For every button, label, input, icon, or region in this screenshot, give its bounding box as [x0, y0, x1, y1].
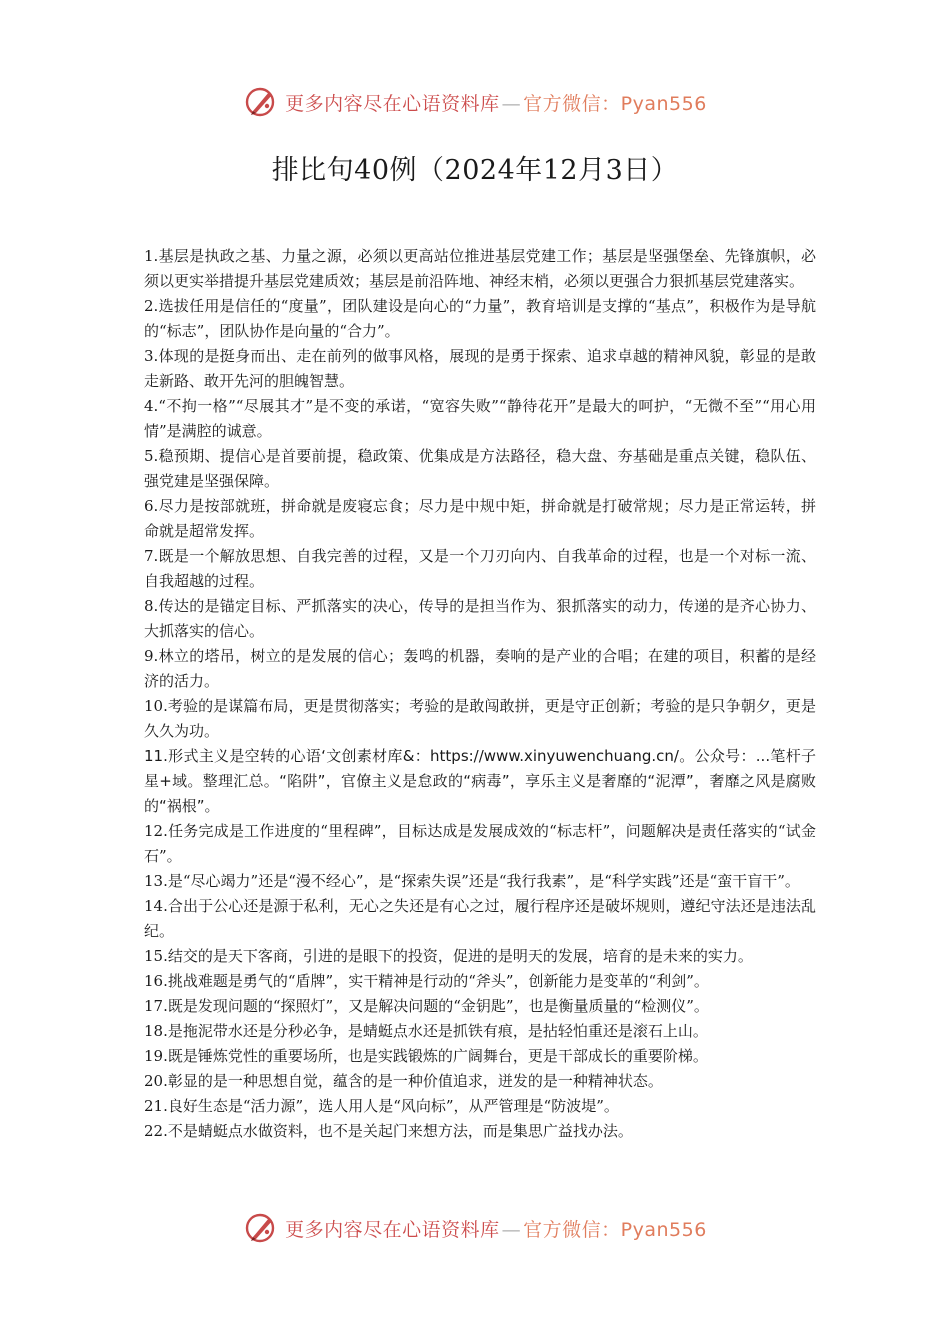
list-item: 13.是“尽心竭力”还是“漫不经心”，是“探索失误”还是“我行我素”，是“科学实践”还是“蛮干盲干”。	[144, 872, 800, 890]
list-item: 6.尽力是按部就班，拼命就是废寝忘食；尽力是中规中矩，拼命就是打破常规；尽力是正常运转，拼命就是超常发挥。	[144, 497, 816, 540]
list-item: 21.良好生态是“活力源”，选人用人是“风向标”，从严管理是“防波堤”。	[144, 1097, 619, 1115]
list-item: 10.考验的是谋篇布局，更是贯彻落实；考验的是敢闯敢拼，更是守正创新；考验的是只争朝夕，更是久久为功。	[144, 697, 816, 740]
list-item: 11.形式主义是空转的心语‘文创素材库&：https://www.xinyuwenchuang.cn/。公众号：...笔杆子星+域。整理汇总。“陷阱”，官僚主义是怠政的“病毒”，享乐主义是奢靡的“泥潭”，奢靡之风是腐败的“祸根”。	[144, 747, 816, 815]
list-item: 4.“不拘一格”“尽展其才”是不变的承诺，“宽容失败”“静待花开”是最大的呵护，“无微不至”“用心用情”是满腔的诚意。	[144, 397, 816, 440]
list-item: 20.彰显的是一种思想自觉，蕴含的是一种价值追求，迸发的是一种精神状态。	[144, 1072, 663, 1090]
list-item: 2.选拔任用是信任的“度量”，团队建设是向心的“力量”，教育培训是支撑的“基点”，积极作为是导航的“标志”，团队协作是向量的“合力”。	[144, 297, 816, 340]
list-item: 7.既是一个解放思想、自我完善的过程，又是一个刀刃向内、自我革命的过程，也是一个对标一流、自我超越的过程。	[144, 547, 816, 590]
list-item: 1.基层是执政之基、力量之源，必须以更高站位推进基层党建工作；基层是坚强堡垒、先锋旗帜，必须以更实举措提升基层党建质效；基层是前沿阵地、神经末梢，必须以更强合力狠抓基层党建落实。	[144, 247, 816, 290]
footer-banner	[0, 1206, 950, 1250]
list-item: 14.合出于公心还是源于私利，无心之失还是有心之过，履行程序还是破坏规则，遵纪守法还是违法乱纪。	[144, 897, 816, 940]
list-item: 19.既是锤炼党性的重要场所，也是实践锻炼的广阔舞台，更是干部成长的重要阶梯。	[144, 1047, 708, 1065]
list-item: 3.体现的是挺身而出、走在前列的做事风格，展现的是勇于探索、追求卓越的精神风貌，彰显的是敢走新路、敢开先河的胆魄智慧。	[144, 347, 816, 390]
banner-text: 更多内容尽在心语资料库 — 官方微信：Pyan556	[285, 92, 707, 115]
document-body	[144, 244, 816, 1144]
list-item: 17.既是发现问题的“探照灯”，又是解决问题的“金钥匙”，也是衡量质量的“检测仪”。	[144, 997, 709, 1015]
list-item: 22.不是蜻蜓点水做资料，也不是关起门来想方法，而是集思广益找办法。	[144, 1122, 633, 1140]
list-item: 8.传达的是锚定目标、严抓落实的决心，传导的是担当作为、狠抓落实的动力，传递的是齐心协力、大抓落实的信心。	[144, 597, 816, 640]
list-item: 15.结交的是天下客商，引进的是眼下的投资，促进的是明天的发展，培育的是未来的实力。	[144, 947, 753, 965]
banner-text: 更多内容尽在心语资料库 — 官方微信：Pyan556	[285, 1218, 707, 1241]
page-title: 排比句40例（2024年12月3日）	[271, 155, 679, 186]
header-banner	[0, 80, 950, 124]
pen-logo-icon	[243, 1210, 279, 1246]
list-item: 5.稳预期、提信心是首要前提，稳政策、优集成是方法路径，稳大盘、夯基础是重点关键，稳队伍、强党建是坚强保障。	[144, 447, 816, 490]
list-item: 12.任务完成是工作进度的“里程碑”，目标达成是发展成效的“标志杆”，问题解决是责任落实的“试金石”。	[144, 822, 816, 865]
list-item: 9.林立的塔吊，树立的是发展的信心；轰鸣的机器，奏响的是产业的合唱；在建的项目，积蓄的是经济的活力。	[144, 647, 816, 690]
pen-logo-icon	[243, 84, 279, 120]
list-item: 16.挑战难题是勇气的“盾牌”，实干精神是行动的“斧头”，创新能力是变革的“利剑”。	[144, 972, 709, 990]
list-item: 18.是拖泥带水还是分秒必争，是蜻蜓点水还是抓铁有痕，是拈轻怕重还是滚石上山。	[144, 1022, 708, 1040]
